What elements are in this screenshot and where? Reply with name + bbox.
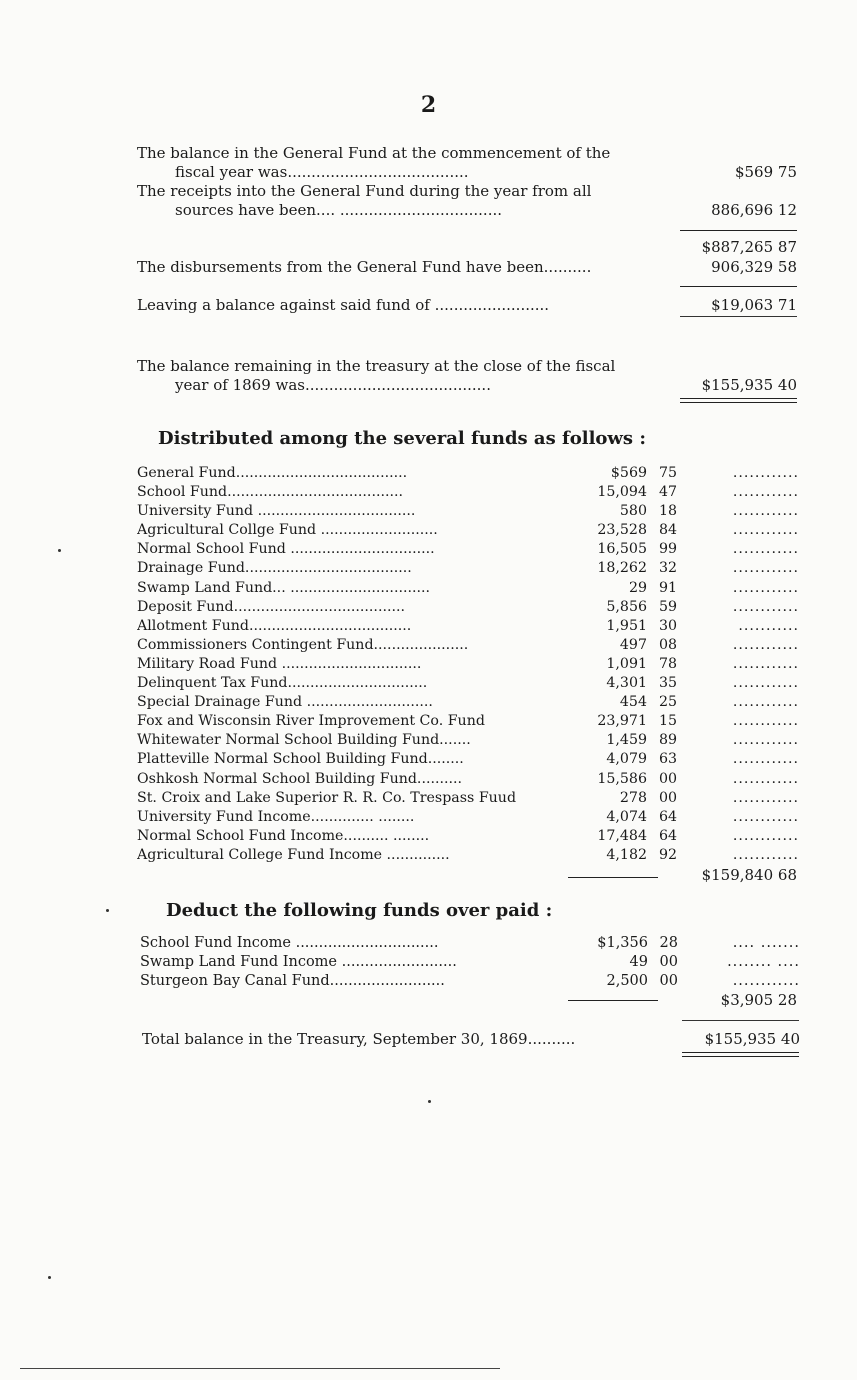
fund-name: Agricultural Collge Fund .......................... (137, 522, 438, 539)
fund-name: Deposit Fund...................................... (137, 598, 405, 615)
fund-row (137, 693, 799, 712)
deduct-fund-cents: 28 (659, 935, 678, 951)
fund-leader: ............ (732, 770, 799, 787)
fund-dollars: 23,971 (597, 713, 647, 730)
fund-name: Normal School Fund ................................ (137, 541, 435, 558)
fund-name: University Fund Income.............. ........ (137, 808, 415, 825)
fund-cents: 92 (658, 846, 677, 863)
fund-cents: 99 (658, 541, 677, 558)
final-total-label: Total balance in the Treasury, September 30, 1869.......... (142, 1030, 576, 1048)
receipts-entry (137, 182, 797, 220)
fund-row (137, 655, 799, 674)
disbursements-entry (137, 258, 797, 277)
fund-cents: 59 (658, 598, 677, 615)
fund-leader: ............ (732, 675, 799, 692)
fund-row (137, 540, 799, 559)
deduct-table (140, 934, 800, 991)
deduct-total-amount: $3,905 28 (720, 991, 797, 1009)
deduct-sum-rule (568, 1000, 658, 1001)
fund-leader: ............ (732, 541, 799, 558)
final-total-entry (142, 1030, 800, 1048)
fund-cents: 08 (658, 636, 677, 653)
fund-row (137, 598, 799, 617)
fund-leader: ............ (732, 465, 799, 481)
deduct-fund-name: Swamp Land Fund Income ......................... (140, 954, 457, 971)
fund-name: Special Drainage Fund ............................ (137, 694, 433, 711)
fund-cents: 18 (658, 503, 677, 520)
fund-dollars: 15,094 (597, 484, 647, 501)
fund-dollars: 29 (628, 579, 647, 596)
fund-dollars: 497 (619, 636, 647, 653)
fund-cents: 32 (658, 560, 677, 577)
receipts-line1: The receipts into the General Fund during the year from all (137, 182, 592, 200)
page-bottom-rule (20, 1368, 500, 1369)
fund-name: Commissioners Contingent Fund..................... (137, 636, 469, 653)
fund-dollars: 1,951 (606, 617, 647, 634)
ink-speck (58, 549, 61, 552)
fund-dollars: 1,091 (606, 655, 647, 672)
fund-leader: ............ (732, 560, 799, 577)
fund-cents: 89 (658, 732, 677, 749)
ink-speck (106, 909, 109, 912)
fund-name: Drainage Fund..................................... (137, 560, 412, 577)
fund-row (137, 750, 799, 769)
fund-leader: ............ (732, 808, 799, 825)
deduct-fund-dollars: 2,500 (606, 973, 648, 990)
fund-row (137, 731, 799, 750)
fund-dollars: 4,182 (606, 846, 647, 863)
fund-cents: 15 (658, 713, 677, 730)
fund-cents: 00 (658, 789, 677, 806)
opening-balance-line1: The balance in the General Fund at the commencement of the (137, 144, 611, 162)
leaving-underline (680, 316, 797, 317)
fund-leader: ............ (732, 484, 799, 501)
fund-name: St. Croix and Lake Superior R. R. Co. Trespass Fuud (137, 789, 517, 806)
fund-dollars: 4,301 (606, 675, 647, 692)
fund-cents: 64 (658, 808, 677, 825)
opening-balance-line2: fiscal year was...................................... (175, 163, 469, 181)
fund-leader: ............ (732, 713, 799, 730)
fund-dollars: 16,505 (597, 541, 647, 558)
fund-cents: 63 (658, 751, 677, 768)
fund-row (137, 483, 799, 502)
fund-name: Platteville Normal School Building Fund........ (137, 751, 464, 768)
fund-row (137, 521, 799, 540)
distribution-sum-rule (568, 877, 658, 878)
deduct-fund-dollars: $1,356 (597, 935, 648, 951)
deduct-heading: Deduct the following funds over paid : (166, 900, 553, 921)
ink-speck (428, 1100, 431, 1103)
remaining-balance-entry (137, 357, 797, 395)
remaining-double-rule (680, 398, 797, 403)
leaving-balance-label: Leaving a balance against said fund of ........................ (137, 296, 550, 314)
deduct-fund-row (140, 953, 800, 972)
fund-name: University Fund ................................... (137, 503, 416, 520)
opening-balance-entry (137, 144, 797, 182)
leaving-rule (680, 286, 797, 287)
fund-cents: 91 (658, 579, 677, 596)
distribution-total-amount: $159,840 68 (701, 866, 797, 884)
leaving-balance-entry (137, 296, 797, 315)
fund-row (137, 808, 799, 827)
deduct-fund-leader: .... ....... (732, 935, 800, 951)
fund-leader: ............ (732, 636, 799, 653)
fund-name: Normal School Fund Income.......... ........ (137, 827, 430, 844)
fund-dollars: 454 (619, 694, 647, 711)
fund-leader: ............ (732, 732, 799, 749)
final-top-rule (682, 1020, 799, 1021)
fund-cents: 35 (658, 675, 677, 692)
fund-cents: 30 (658, 617, 677, 634)
fund-name: Whitewater Normal School Building Fund....... (137, 732, 471, 749)
fund-dollars: 278 (619, 789, 647, 806)
fund-leader: ............ (732, 694, 799, 711)
fund-name: Swamp Land Fund... ............................... (137, 579, 431, 596)
ink-speck (48, 1276, 51, 1279)
receipts-line2: sources have been.... .................................. (175, 201, 502, 219)
fund-row (137, 674, 799, 693)
fund-leader: ............ (732, 846, 799, 863)
deduct-fund-cents: 00 (659, 954, 678, 971)
fund-row (137, 579, 799, 598)
deduct-fund-leader: ........ .... (727, 954, 800, 971)
disbursements-amount: 906,329 58 (711, 258, 797, 276)
fund-row (137, 789, 799, 808)
fund-name: General Fund...................................... (137, 465, 408, 481)
leaving-balance-amount: $19,063 71 (711, 296, 797, 314)
fund-dollars: 15,586 (597, 770, 647, 787)
fund-row (137, 827, 799, 846)
fund-name: Delinquent Tax Fund............................... (137, 675, 428, 692)
fund-name: Oshkosh Normal School Building Fund.......... (137, 770, 463, 787)
subtotal-rule (680, 230, 797, 231)
fund-row (137, 617, 799, 636)
fund-leader: ............ (732, 827, 799, 844)
fund-row (137, 502, 799, 521)
fund-leader: ............ (732, 522, 799, 539)
fund-leader: ............ (732, 503, 799, 520)
fund-dollars: 18,262 (597, 560, 647, 577)
fund-row (137, 770, 799, 789)
remaining-line1: The balance remaining in the treasury at the close of the fiscal (137, 357, 616, 375)
fund-leader: ............ (732, 655, 799, 672)
disbursements-label: The disbursements from the General Fund have been.......... (137, 258, 592, 276)
final-double-rule (682, 1052, 799, 1057)
final-total-amount: $155,935 40 (704, 1030, 800, 1048)
opening-balance-amount: $569 75 (734, 163, 797, 181)
fund-name: Fox and Wisconsin River Improvement Co. Fund (137, 713, 485, 730)
fund-leader: ............ (732, 579, 799, 596)
remaining-amount: $155,935 40 (701, 376, 797, 394)
receipts-amount: 886,696 12 (711, 201, 797, 219)
subtotal-amount: $887,265 87 (701, 238, 797, 256)
deduct-fund-name: Sturgeon Bay Canal Fund......................... (140, 973, 445, 990)
fund-name: School Fund....................................... (137, 484, 404, 501)
fund-leader: ............ (732, 598, 799, 615)
fund-leader: ........... (738, 617, 799, 634)
fund-cents: 64 (658, 827, 677, 844)
fund-cents: 78 (658, 655, 677, 672)
deduct-fund-dollars: 49 (629, 954, 648, 971)
distribution-table (137, 464, 799, 865)
fund-leader: ............ (732, 789, 799, 806)
deduct-fund-cents: 00 (659, 973, 678, 990)
fund-dollars: $569 (610, 465, 647, 481)
deduct-fund-row (140, 934, 800, 953)
fund-dollars: 1,459 (606, 732, 647, 749)
deduct-fund-name: School Fund Income ............................... (140, 935, 439, 951)
fund-dollars: 580 (619, 503, 647, 520)
fund-dollars: 4,074 (606, 808, 647, 825)
deduct-fund-row (140, 972, 800, 991)
fund-cents: 47 (658, 484, 677, 501)
fund-dollars: 4,079 (606, 751, 647, 768)
fund-row (137, 559, 799, 578)
fund-dollars: 23,528 (597, 522, 647, 539)
fund-cents: 25 (658, 694, 677, 711)
fund-leader: ............ (732, 751, 799, 768)
fund-name: Military Road Fund ............................... (137, 655, 422, 672)
fund-dollars: 17,484 (597, 827, 647, 844)
deduct-fund-leader: ............ (732, 973, 800, 990)
fund-cents: 75 (658, 465, 677, 481)
fund-name: Agricultural College Fund Income .............. (137, 846, 450, 863)
distribution-heading: Distributed among the several funds as follows : (158, 428, 646, 449)
fund-cents: 84 (658, 522, 677, 539)
remaining-line2: year of 1869 was....................................... (175, 376, 491, 394)
fund-row (137, 712, 799, 731)
fund-dollars: 5,856 (606, 598, 647, 615)
fund-name: Allotment Fund.................................... (137, 617, 412, 634)
fund-row (137, 464, 799, 483)
fund-row (137, 846, 799, 865)
page-number: 2 (420, 92, 437, 118)
fund-row (137, 636, 799, 655)
fund-cents: 00 (658, 770, 677, 787)
